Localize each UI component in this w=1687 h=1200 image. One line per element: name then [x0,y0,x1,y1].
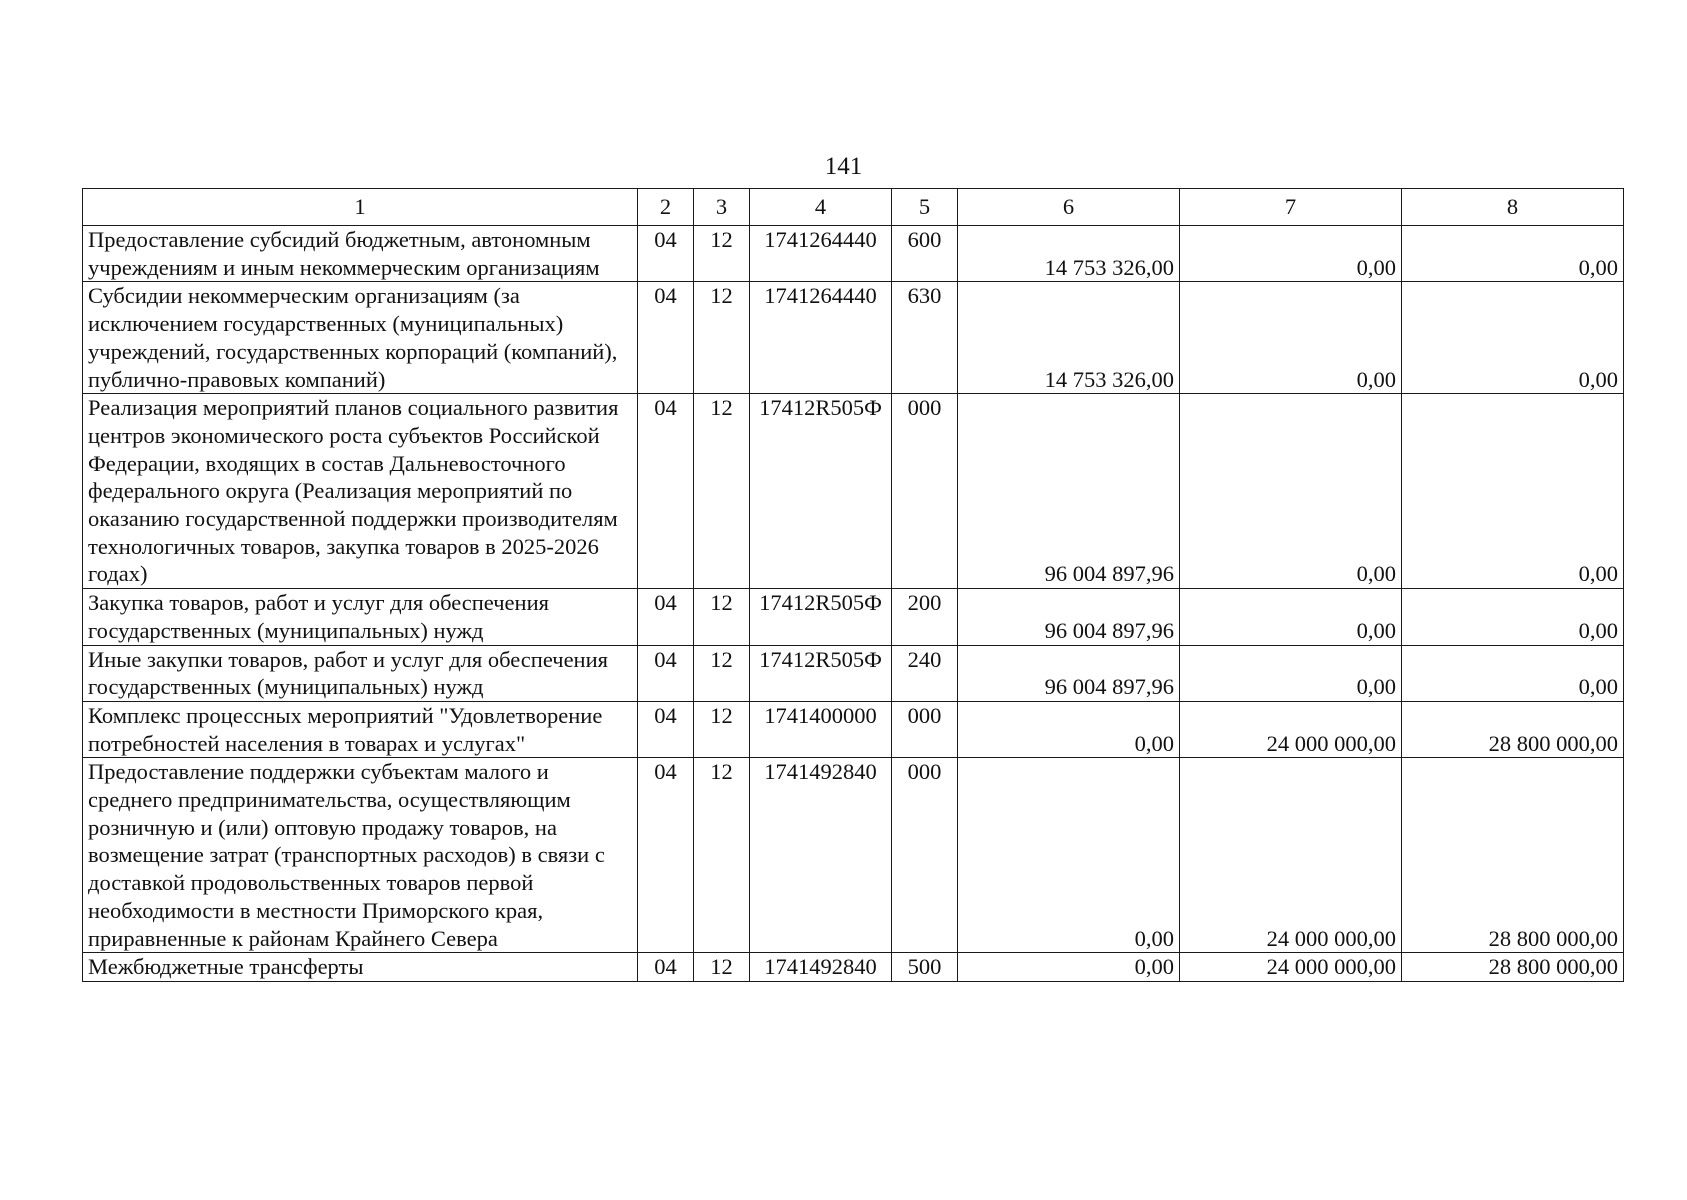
expense-type-code: 200 [892,589,958,645]
amount-col6: 96 004 897,96 [958,394,1180,589]
amount-col8: 28 800 000,00 [1402,701,1624,757]
amount-col8: 0,00 [1402,282,1624,394]
target-code: 17412R505Ф [750,589,892,645]
section-code: 04 [638,701,694,757]
row-description: Межбюджетные трансферты [83,953,638,982]
amount-col8: 0,00 [1402,645,1624,701]
amount-col7: 0,00 [1180,589,1402,645]
amount-col6: 0,00 [958,758,1180,953]
section-code: 04 [638,758,694,953]
amount-col7: 24 000 000,00 [1180,953,1402,982]
target-code: 1741264440 [750,282,892,394]
expense-type-code: 000 [892,394,958,589]
row-description: Предоставление субсидий бюджетным, автономным учреждениям и иным некоммерческим организациям [83,226,638,282]
section-code: 04 [638,226,694,282]
column-header: 3 [694,189,750,226]
row-description: Субсидии некоммерческим организациям (за исключением государственных (муниципальных) учреждений, государственных корпораций (компаний), публично-правовых компаний) [83,282,638,394]
amount-col7: 0,00 [1180,394,1402,589]
row-description: Комплекс процессных мероприятий "Удовлетворение потребностей населения в товарах и услугах" [83,701,638,757]
table-row [83,226,1624,282]
subsection-code: 12 [694,282,750,394]
column-header: 7 [1180,189,1402,226]
table-row [83,589,1624,645]
section-code: 04 [638,282,694,394]
expense-type-code: 240 [892,645,958,701]
amount-col8: 0,00 [1402,226,1624,282]
expense-type-code: 600 [892,226,958,282]
section-code: 04 [638,394,694,589]
subsection-code: 12 [694,701,750,757]
column-header: 2 [638,189,694,226]
expense-type-code: 000 [892,758,958,953]
target-code: 1741492840 [750,758,892,953]
table-row [83,282,1624,394]
row-description: Закупка товаров, работ и услуг для обеспечения государственных (муниципальных) нужд [83,589,638,645]
column-header: 4 [750,189,892,226]
table-row [83,645,1624,701]
amount-col6: 0,00 [958,701,1180,757]
section-code: 04 [638,953,694,982]
subsection-code: 12 [694,394,750,589]
target-code: 17412R505Ф [750,645,892,701]
column-header: 5 [892,189,958,226]
table-row [83,701,1624,757]
column-header: 6 [958,189,1180,226]
page-number: 141 [824,153,863,180]
column-header: 8 [1402,189,1624,226]
amount-col8: 28 800 000,00 [1402,953,1624,982]
expense-type-code: 500 [892,953,958,982]
target-code: 1741400000 [750,701,892,757]
subsection-code: 12 [694,589,750,645]
section-code: 04 [638,645,694,701]
row-description: Предоставление поддержки субъектам малого и среднего предпринимательства, осуществляющим розничную и (или) оптовую продажу товаров, на возмещение затрат (транспортных расходов) в связи с доставкой продовольственных товаров первой необходимости в местности Приморского края, приравненные к районам Крайнего Севера [83,758,638,953]
subsection-code: 12 [694,953,750,982]
amount-col8: 28 800 000,00 [1402,758,1624,953]
expense-type-code: 630 [892,282,958,394]
amount-col7: 24 000 000,00 [1180,758,1402,953]
amount-col6: 96 004 897,96 [958,589,1180,645]
amount-col7: 24 000 000,00 [1180,701,1402,757]
amount-col8: 0,00 [1402,394,1624,589]
amount-col6: 14 753 326,00 [958,226,1180,282]
amount-col7: 0,00 [1180,645,1402,701]
row-description: Иные закупки товаров, работ и услуг для обеспечения государственных (муниципальных) нужд [83,645,638,701]
table-row [83,758,1624,953]
subsection-code: 12 [694,226,750,282]
table-row [83,953,1624,982]
subsection-code: 12 [694,645,750,701]
amount-col6: 0,00 [958,953,1180,982]
amount-col8: 0,00 [1402,589,1624,645]
column-header: 1 [83,189,638,226]
subsection-code: 12 [694,758,750,953]
budget-table [82,188,1624,982]
row-description: Реализация мероприятий планов социального развития центров экономического роста субъектов Российской Федерации, входящих в состав Дальневосточного федерального округа (Реализация мероприятий по оказанию государственной поддержки производителям технологичных товаров, закупка товаров в 2025-2026 годах) [83,394,638,589]
amount-col7: 0,00 [1180,226,1402,282]
amount-col6: 14 753 326,00 [958,282,1180,394]
target-code: 1741264440 [750,226,892,282]
table-row [83,394,1624,589]
target-code: 17412R505Ф [750,394,892,589]
section-code: 04 [638,589,694,645]
amount-col7: 0,00 [1180,282,1402,394]
target-code: 1741492840 [750,953,892,982]
expense-type-code: 000 [892,701,958,757]
table-header-row [83,189,1624,226]
amount-col6: 96 004 897,96 [958,645,1180,701]
